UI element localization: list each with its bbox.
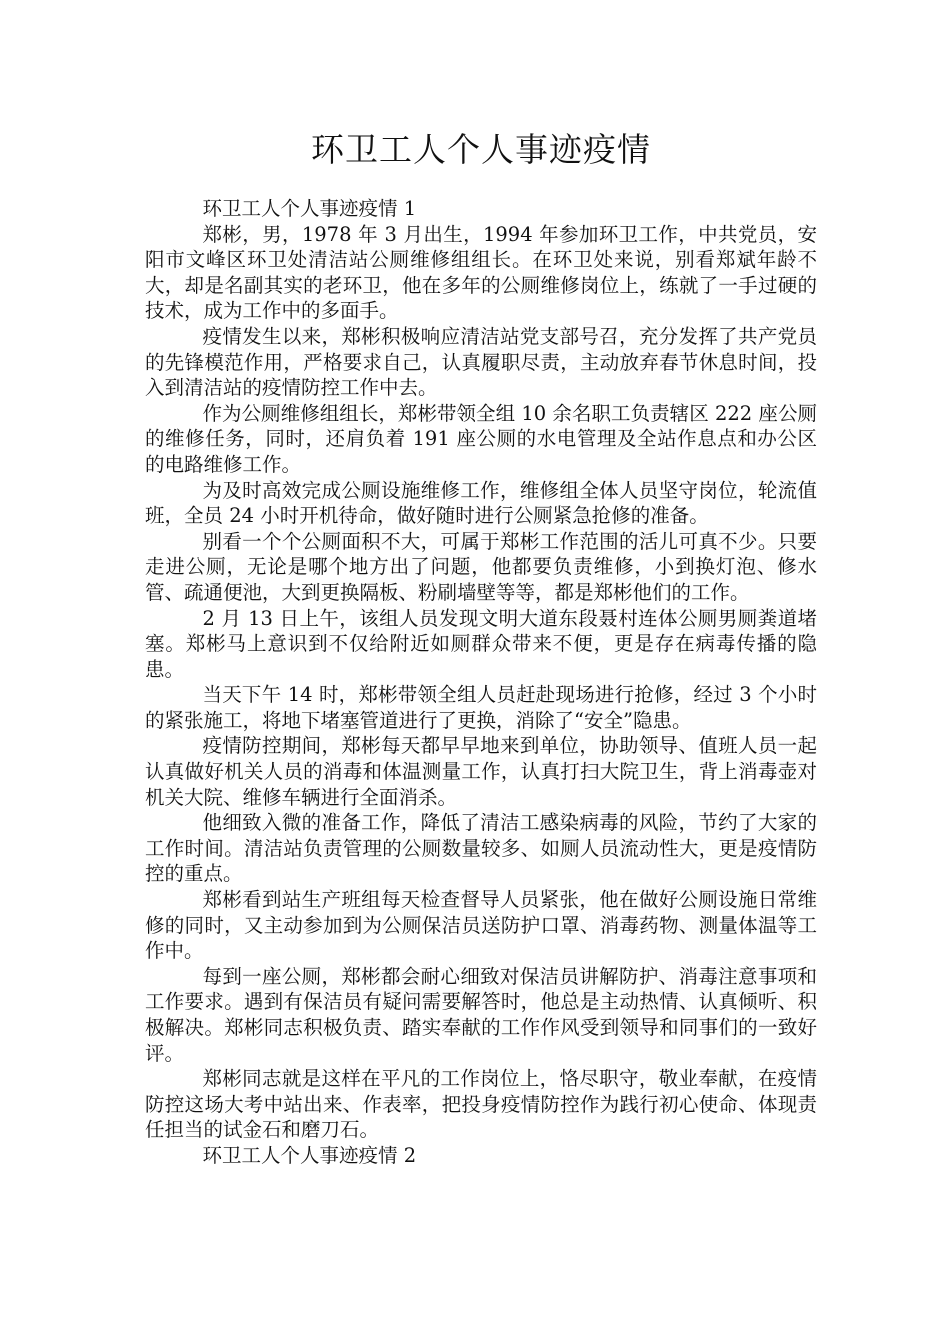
paragraph: 疫情发生以来，郑彬积极响应清洁站党支部号召，充分发挥了共产党员的先锋模范作用，严格要求自己，认真履职尽责，主动放弃春节休息时间，投入到清洁站的疫情防控工作中去。 xyxy=(145,324,817,400)
section-heading-1: 环卫工人个人事迹疫情 1 xyxy=(202,197,417,220)
document-title: 环卫工人个人事迹疫情 xyxy=(311,130,651,169)
paragraph: 别看一个个公厕面积不大，可属于郑彬工作范围的活儿可真不少。只要走进公厕，无论是哪个地方出了问题，他都要负责维修，小到换灯泡、修水管、疏通便池，大到更换隔板、粉刷墙壁等等，都是郑彬他们的工作。 xyxy=(145,529,817,604)
document-page xyxy=(145,126,817,1169)
paragraph: 每到一座公厕，郑彬都会耐心细致对保洁员讲解防护、消毒注意事项和工作要求。遇到有保洁员有疑问需要解答时，他总是主动热情、认真倾听、积极解决。郑彬同志积极负责、踏实奉献的工作作风受到领导和同事们的一致好评。 xyxy=(145,964,817,1065)
paragraph: 郑彬看到站生产班组每天检查督导人员紧张，他在做好公厕设施日常维修的同时，又主动参加到为公厕保洁员送防护口罩、消毒药物、测量体温等工作中。 xyxy=(145,888,817,963)
paragraph: 当天下午 14 时，郑彬带领全组人员赶赴现场进行抢修，经过 3 个小时的紧张施工，将地下堵塞管道进行了更换，消除了“安全”隐患。 xyxy=(145,683,817,732)
paragraph: 他细致入微的准备工作，降低了清洁工感染病毒的风险，节约了大家的工作时间。清洁站负责管理的公厕数量较多、如厕人员流动性大，更是疫情防控的重点。 xyxy=(145,811,817,886)
paragraph: 郑彬，男，1978 年 3 月出生，1994 年参加环卫工作，中共党员，安阳市文峰区环卫处清洁站公厕维修组组长。在环卫处来说，别看郑斌年龄不大，却是名副其实的老环卫，他在多年的公厕维修岗位上，练就了一手过硬的技术，成为工作中的多面手。 xyxy=(145,222,817,323)
paragraph: 郑彬同志就是这样在平凡的工作岗位上，恪尽职守，敬业奉献，在疫情防控这场大考中站出来、作表率，把投身疫情防控作为践行初心使命、体现责任担当的试金石和磨刀石。 xyxy=(145,1067,817,1142)
paragraph: 作为公厕维修组组长，郑彬带领全组 10 余名职工负责辖区 222 座公厕的维修任务，同时，还肩负着 191 座公厕的水电管理及全站作息点和办公区的电路维修工作。 xyxy=(145,401,817,476)
document-body xyxy=(145,196,817,1169)
paragraph: 为及时高效完成公厕设施维修工作，维修组全体人员坚守岗位，轮流值班，全员 24 小时开机待命，做好随时进行公厕紧急抢修的准备。 xyxy=(145,478,817,528)
paragraph: 疫情防控期间，郑彬每天都早早地来到单位，协助领导、值班人员一起认真做好机关人员的消毒和体温测量工作，认真打扫大院卫生，背上消毒壶对机关大院、维修车辆进行全面消杀。 xyxy=(145,734,817,809)
section-heading-2: 环卫工人个人事迹疫情 2 xyxy=(202,1143,417,1167)
paragraph: 2 月 13 日上午，该组人员发现文明大道东段聂村连体公厕男厕粪道堵塞。郑彬马上意识到不仅给附近如厕群众带来不便，更是存在病毒传播的隐患。 xyxy=(145,606,817,681)
